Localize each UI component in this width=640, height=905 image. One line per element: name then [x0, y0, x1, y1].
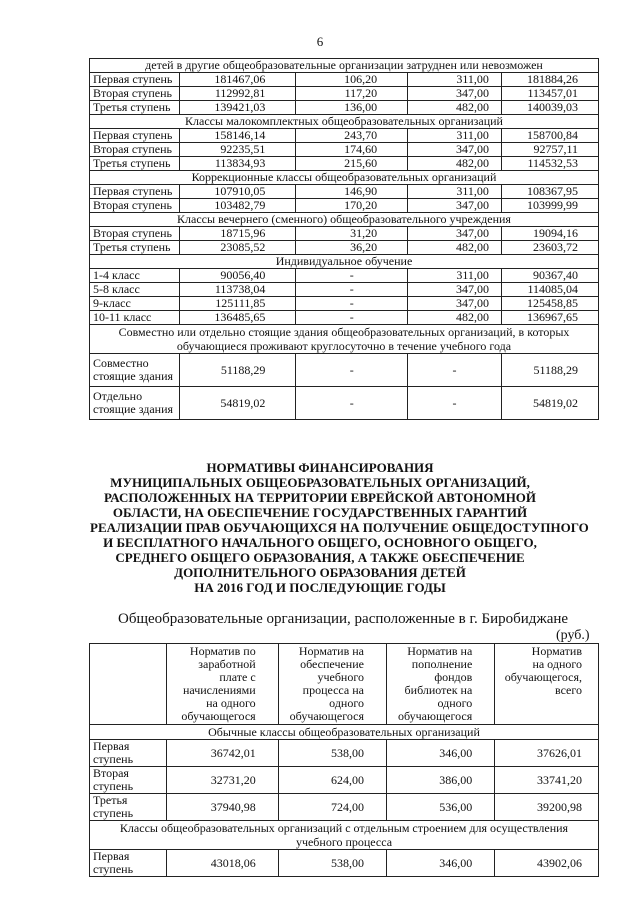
table-cell: 51188,29	[501, 354, 598, 387]
row-label: Первая ступень	[90, 740, 167, 767]
table-cell: -	[296, 354, 408, 387]
table-cell: 51188,29	[180, 354, 296, 387]
row-label: Первая ступень	[90, 850, 167, 877]
table-cell: 346,00	[386, 850, 494, 877]
table-cell: 36,20	[296, 241, 408, 255]
table-cell: 140039,03	[501, 101, 598, 115]
table-row	[90, 387, 599, 420]
table-row	[90, 101, 599, 115]
subtitle: Общеобразовательные организации, расположенные в г. Биробиджане	[118, 611, 569, 627]
row-label: Первая ступень	[90, 129, 180, 143]
row-label: Вторая ступень	[90, 87, 180, 101]
table-cell: 311,00	[408, 185, 502, 199]
table-cell: 92757,11	[501, 143, 598, 157]
table-cell: 106,20	[296, 73, 408, 87]
table-row	[90, 269, 599, 283]
table-cell: 146,90	[296, 185, 408, 199]
table-cell: 215,60	[296, 157, 408, 171]
row-label: Третья ступень	[90, 794, 167, 821]
page-number: 6	[316, 34, 324, 49]
table-cell: 136,00	[296, 101, 408, 115]
column-header	[90, 644, 167, 725]
cell-line: начислениями	[182, 683, 256, 697]
cell-line: пополнение	[411, 657, 473, 671]
table-cell: 32731,20	[167, 767, 279, 794]
table-row	[90, 227, 599, 241]
table-row	[90, 311, 599, 325]
table-cell: 54819,02	[180, 387, 296, 420]
table-cell: 19094,16	[501, 227, 598, 241]
row-label: Вторая ступень	[90, 143, 180, 157]
table-cell: 90367,40	[501, 269, 598, 283]
section-row-title: Индивидуальное обучение	[90, 255, 599, 269]
row-label: 9-класс	[90, 297, 180, 311]
cell-line: стоящие здания	[93, 369, 174, 383]
table-cell: 37626,01	[495, 740, 599, 767]
table-cell: 114532,53	[501, 157, 598, 171]
table-cell: 108367,95	[501, 185, 598, 199]
table-cell: 386,00	[386, 767, 494, 794]
table-cell: 311,00	[408, 73, 502, 87]
row-label: Вторая ступень	[90, 767, 167, 794]
table-row	[90, 850, 599, 877]
table-row	[90, 129, 599, 143]
table-cell: 482,00	[408, 157, 502, 171]
cell-line: обучающегося	[289, 709, 364, 723]
column-header	[495, 644, 599, 725]
table-row	[90, 283, 599, 297]
column-header	[278, 644, 386, 725]
row-label: 5-8 класс	[90, 283, 180, 297]
table-row	[90, 241, 599, 255]
table-cell: 174,60	[296, 143, 408, 157]
row-label: Третья ступень	[90, 157, 180, 171]
cell-line: стоящие здания	[93, 402, 174, 416]
cell-line: обучающегося	[397, 709, 473, 723]
table-cell: -	[296, 311, 408, 325]
row-label: Вторая ступень	[90, 199, 180, 213]
table-cell: 347,00	[408, 283, 502, 297]
table-cell: 31,20	[296, 227, 408, 241]
table-cell: 54819,02	[501, 387, 598, 420]
table-row	[90, 767, 599, 794]
table-cell: 347,00	[408, 297, 502, 311]
cell-line: Совместно или отдельно стоящие здания общеобразовательных организаций, в которых	[118, 325, 570, 339]
table-row	[90, 213, 599, 227]
table-row	[90, 354, 599, 387]
funding-table-continued	[89, 58, 599, 420]
table-cell: 113738,04	[180, 283, 296, 297]
heading-line: СРЕДНЕГО ОБЩЕГО ОБРАЗОВАНИЯ, А ТАКЖЕ ОБЕСПЕЧЕНИЕ	[115, 550, 525, 565]
table-cell: 170,20	[296, 199, 408, 213]
table-cell: 125111,85	[180, 297, 296, 311]
cell-line: Классы общеобразовательных организаций с отдельным строением для осуществления	[119, 821, 569, 835]
table-cell: 311,00	[408, 269, 502, 283]
table-cell: 117,20	[296, 87, 408, 101]
table-cell: 347,00	[408, 227, 502, 241]
table-row	[90, 115, 599, 129]
cell-line: процесса на	[302, 683, 364, 697]
table-cell: 43902,06	[495, 850, 599, 877]
heading-line: НА 2016 ГОД И ПОСЛЕДУЮЩИЕ ГОДЫ	[194, 580, 446, 595]
table-cell: 346,00	[386, 740, 494, 767]
table-cell: -	[408, 354, 502, 387]
cell-line: плате с	[219, 670, 256, 684]
table-row	[90, 171, 599, 185]
cell-line: Обычные классы общеобразовательных организаций	[208, 725, 480, 739]
heading-line: МУНИЦИПАЛЬНЫХ ОБЩЕОБРАЗОВАТЕЛЬНЫХ ОРГАНИЗАЦИЙ,	[110, 475, 530, 490]
table-row	[90, 255, 599, 269]
table-cell: 43018,06	[167, 850, 279, 877]
table-row	[90, 199, 599, 213]
table-cell: 311,00	[408, 129, 502, 143]
table-cell: 482,00	[408, 241, 502, 255]
table-cell: 624,00	[278, 767, 386, 794]
heading-line: РЕАЛИЗАЦИИ ПРАВ ОБУЧАЮЩИХСЯ НА ПОЛУЧЕНИЕ ОБЩЕДОСТУПНОГО	[90, 520, 589, 535]
row-label	[90, 387, 180, 420]
cell-line: Норматив по	[189, 644, 256, 658]
funding-norms-table	[89, 643, 599, 877]
table-row	[90, 157, 599, 171]
table-cell: 18715,96	[180, 227, 296, 241]
cell-line: одного	[437, 696, 473, 710]
cell-line: заработной	[198, 657, 256, 671]
cell-line: библиотек на	[404, 683, 473, 697]
row-label	[90, 354, 180, 387]
table-cell: 181884,26	[501, 73, 598, 87]
row-label: 1-4 класс	[90, 269, 180, 283]
table-cell: 103482,79	[180, 199, 296, 213]
table-cell: -	[408, 387, 502, 420]
column-header	[386, 644, 494, 725]
table-cell: 538,00	[278, 740, 386, 767]
cell-line: Норматив на	[407, 644, 473, 658]
table-row	[90, 73, 599, 87]
table-row	[90, 725, 599, 740]
table-cell: 347,00	[408, 199, 502, 213]
heading-line: И БЕСПЛАТНОГО НАЧАЛЬНОГО ОБЩЕГО, ОСНОВНОГО ОБЩЕГО,	[103, 535, 537, 550]
row-label: Первая ступень	[90, 185, 180, 199]
row-label: Первая ступень	[90, 73, 180, 87]
table-cell: 33741,20	[495, 767, 599, 794]
cell-line: обучающегося	[181, 709, 256, 723]
header-row	[90, 644, 599, 725]
table-cell: 103999,99	[501, 199, 598, 213]
table-cell: 347,00	[408, 87, 502, 101]
cell-line: Отдельно	[93, 389, 143, 403]
table-cell: 90056,40	[180, 269, 296, 283]
cell-line: на одного	[206, 696, 256, 710]
cell-line: Норматив на	[298, 644, 364, 658]
section-row-title	[90, 821, 599, 850]
table-cell: 23603,72	[501, 241, 598, 255]
table-cell: 181467,06	[180, 73, 296, 87]
table-row	[90, 87, 599, 101]
table-cell: 113834,93	[180, 157, 296, 171]
row-label: Вторая ступень	[90, 227, 180, 241]
heading-line: ДОПОЛНИТЕЛЬНОГО ОБРАЗОВАНИЯ ДЕТЕЙ	[174, 565, 466, 580]
cell-line: фондов	[434, 670, 473, 684]
currency-unit: (руб.)	[556, 628, 590, 643]
table-cell: 114085,04	[501, 283, 598, 297]
heading-line: ОБЛАСТИ, НА ОБЕСПЕЧЕНИЕ ГОСУДАРСТВЕННЫХ ГАРАНТИЙ	[112, 505, 528, 520]
table-cell: -	[296, 283, 408, 297]
cell-line: Совместно	[93, 356, 149, 370]
table-cell: 482,00	[408, 311, 502, 325]
table-cell: 347,00	[408, 143, 502, 157]
table-cell: 538,00	[278, 850, 386, 877]
heading-line: РАСПОЛОЖЕННЫХ НА ТЕРРИТОРИИ ЕВРЕЙСКОЙ АВТОНОМНОЙ	[103, 490, 537, 505]
table-cell: 158146,14	[180, 129, 296, 143]
section-row-title: Коррекционные классы общеобразовательных организаций	[90, 171, 599, 185]
row-label: Третья ступень	[90, 241, 180, 255]
cell-line: Норматив	[531, 644, 582, 658]
table-cell: -	[296, 297, 408, 311]
table-row	[90, 185, 599, 199]
table-row	[90, 143, 599, 157]
cell-line: всего	[554, 683, 582, 697]
row-label: 10-11 класс	[90, 311, 180, 325]
row-label: Третья ступень	[90, 101, 180, 115]
table-row	[90, 821, 599, 850]
table-cell: 243,70	[296, 129, 408, 143]
cell-line: обучающиеся проживают круглосуточно в течение учебного года	[176, 339, 512, 353]
cell-line: одного	[329, 696, 364, 710]
table-cell: -	[296, 387, 408, 420]
section-heading	[90, 460, 589, 595]
cell-line: учебного	[317, 670, 364, 684]
section-row-title	[90, 325, 599, 354]
table-cell: 536,00	[386, 794, 494, 821]
table-row	[90, 297, 599, 311]
cell-line: учебного процесса	[295, 835, 393, 849]
table-cell: 92235,51	[180, 143, 296, 157]
table-cell: 158700,84	[501, 129, 598, 143]
table-cell: 482,00	[408, 101, 502, 115]
table-cell: 724,00	[278, 794, 386, 821]
table-cell: 36742,01	[167, 740, 279, 767]
table-cell: 136967,65	[501, 311, 598, 325]
table-row	[90, 59, 599, 73]
cell-line: обучающегося,	[504, 670, 582, 684]
table-row	[90, 740, 599, 767]
column-header	[167, 644, 279, 725]
table-row	[90, 794, 599, 821]
section-row-title: Классы малокомплектных общеобразовательных организаций	[90, 115, 599, 129]
section-row-title: детей в другие общеобразовательные организации затруднен или невозможен	[90, 59, 599, 73]
table-cell: 37940,98	[167, 794, 279, 821]
table-cell: 23085,52	[180, 241, 296, 255]
cell-line: обеспечение	[300, 657, 364, 671]
table-cell: 107910,05	[180, 185, 296, 199]
table-cell: 39200,98	[495, 794, 599, 821]
table-cell: -	[296, 269, 408, 283]
table-cell: 136485,65	[180, 311, 296, 325]
table-cell: 112992,81	[180, 87, 296, 101]
table-cell: 125458,85	[501, 297, 598, 311]
table-cell: 113457,01	[501, 87, 598, 101]
table-cell: 139421,03	[180, 101, 296, 115]
table-row	[90, 325, 599, 354]
section-row-title: Классы вечернего (сменного) общеобразовательного учреждения	[90, 213, 599, 227]
heading-line: НОРМАТИВЫ ФИНАНСИРОВАНИЯ	[206, 460, 434, 475]
section-row-title	[90, 725, 599, 740]
cell-line: на одного	[532, 657, 582, 671]
